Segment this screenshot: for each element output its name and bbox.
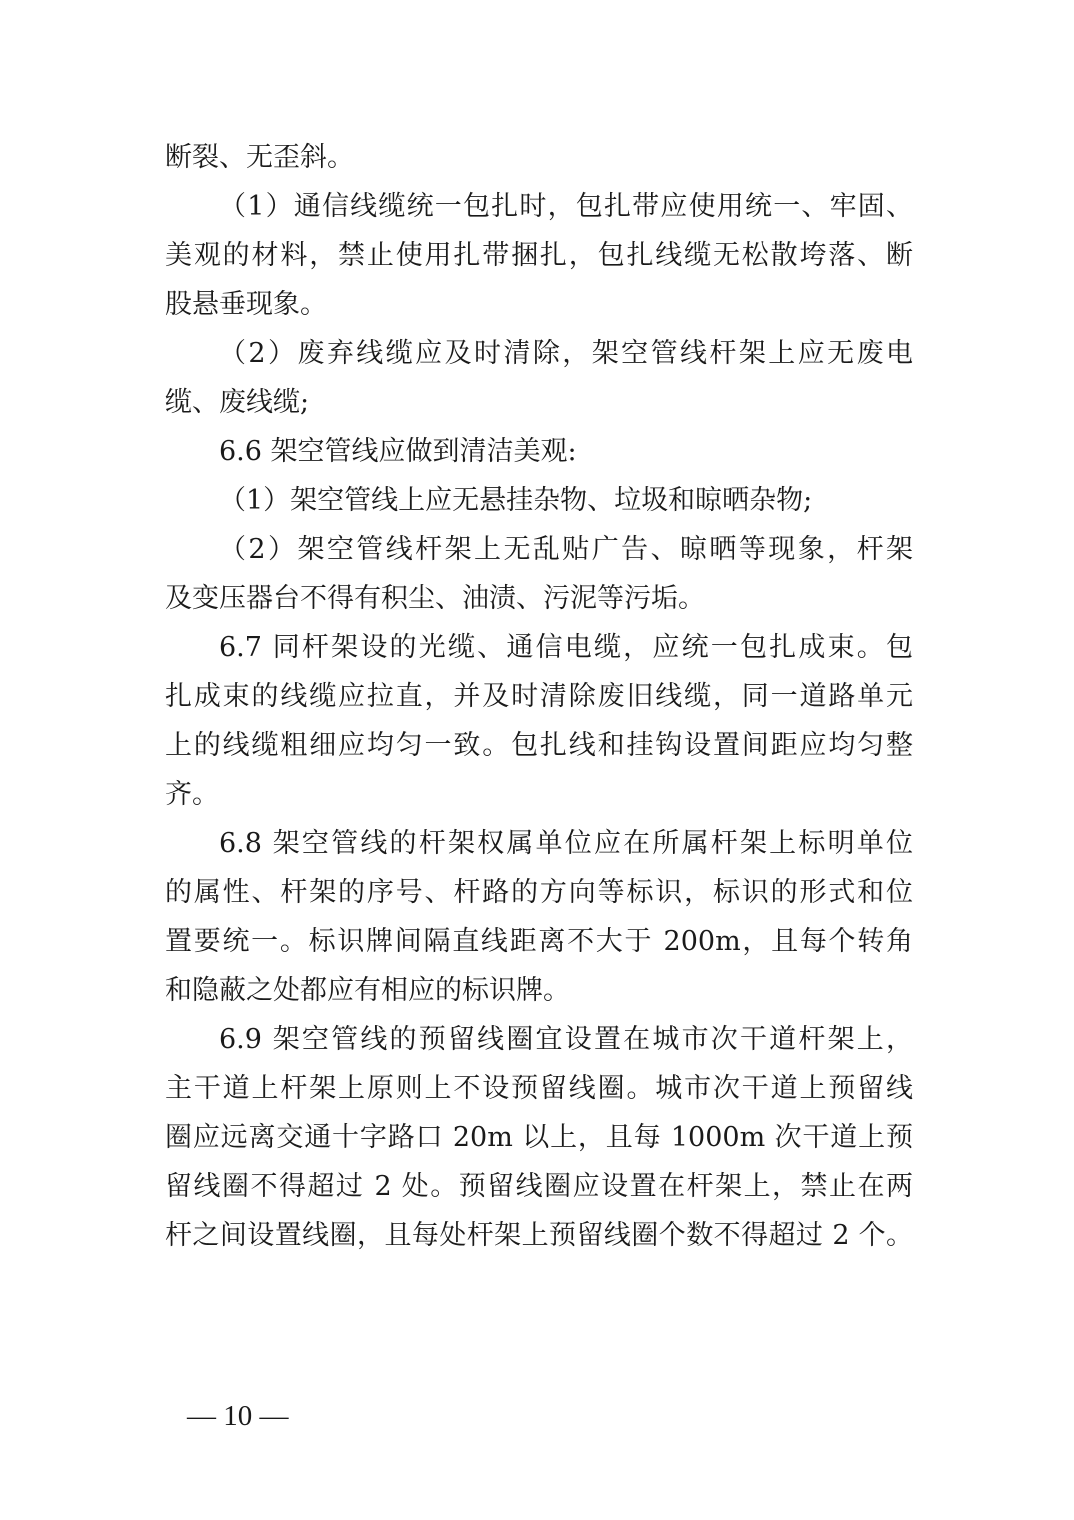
section-heading-6-6: 6.6 架空管线应做到清洁美观: [219,436,577,467]
text-line: 缆、废线缆; [165,387,310,418]
text-line: 齐。 [165,779,219,810]
text-line: 断裂、无歪斜。 [165,142,354,173]
text-line: 和隐蔽之处都应有相应的标识牌。 [165,975,570,1006]
text-line: 杆之间设置线圈，且每处杆架上预留线圈个数不得超过 2 个。 [165,1220,913,1251]
section-heading-6-7: 6.7 同杆架设的光缆、通信电缆，应统一包扎成束。包 [219,632,913,663]
text-line: （2）架空管线杆架上无乱贴广告、晾晒等现象，杆架 [219,534,913,565]
text-line: 圈应远离交通十字路口 20m 以上，且每 1000m 次干道上预 [165,1122,913,1153]
text-line: 股悬垂现象。 [165,289,327,320]
text-line: （1）通信线缆统一包扎时，包扎带应使用统一、牢固、 [219,191,913,222]
text-line: 的属性、杆架的序号、杆路的方向等标识，标识的形式和位 [165,877,913,908]
page-number: — 10 — [187,1400,289,1432]
text-line: 及变压器台不得有积尘、油渍、污泥等污垢。 [165,583,705,614]
text-line: （2）废弃线缆应及时清除，架空管线杆架上应无废电 [219,338,913,369]
text-line: 主干道上杆架上原则上不设预留线圈。城市次干道上预留线 [165,1073,913,1104]
section-heading-6-8: 6.8 架空管线的杆架权属单位应在所属杆架上标明单位 [219,828,913,859]
text-line: 扎成束的线缆应拉直，并及时清除废旧线缆，同一道路单元 [165,681,913,712]
text-line: 留线圈不得超过 2 处。预留线圈应设置在杆架上，禁止在两 [165,1171,913,1202]
text-line: 美观的材料，禁止使用扎带捆扎，包扎线缆无松散垮落、断 [165,240,913,271]
text-line: 上的线缆粗细应均匀一致。包扎线和挂钩设置间距应均匀整 [165,730,913,761]
text-line: 置要统一。标识牌间隔直线距离不大于 200m，且每个转角 [165,926,913,957]
text-line: （1）架空管线上应无悬挂杂物、垃圾和晾晒杂物; [219,485,813,516]
document-body [165,133,913,1260]
section-heading-6-9: 6.9 架空管线的预留线圈宜设置在城市次干道杆架上， [219,1024,913,1055]
